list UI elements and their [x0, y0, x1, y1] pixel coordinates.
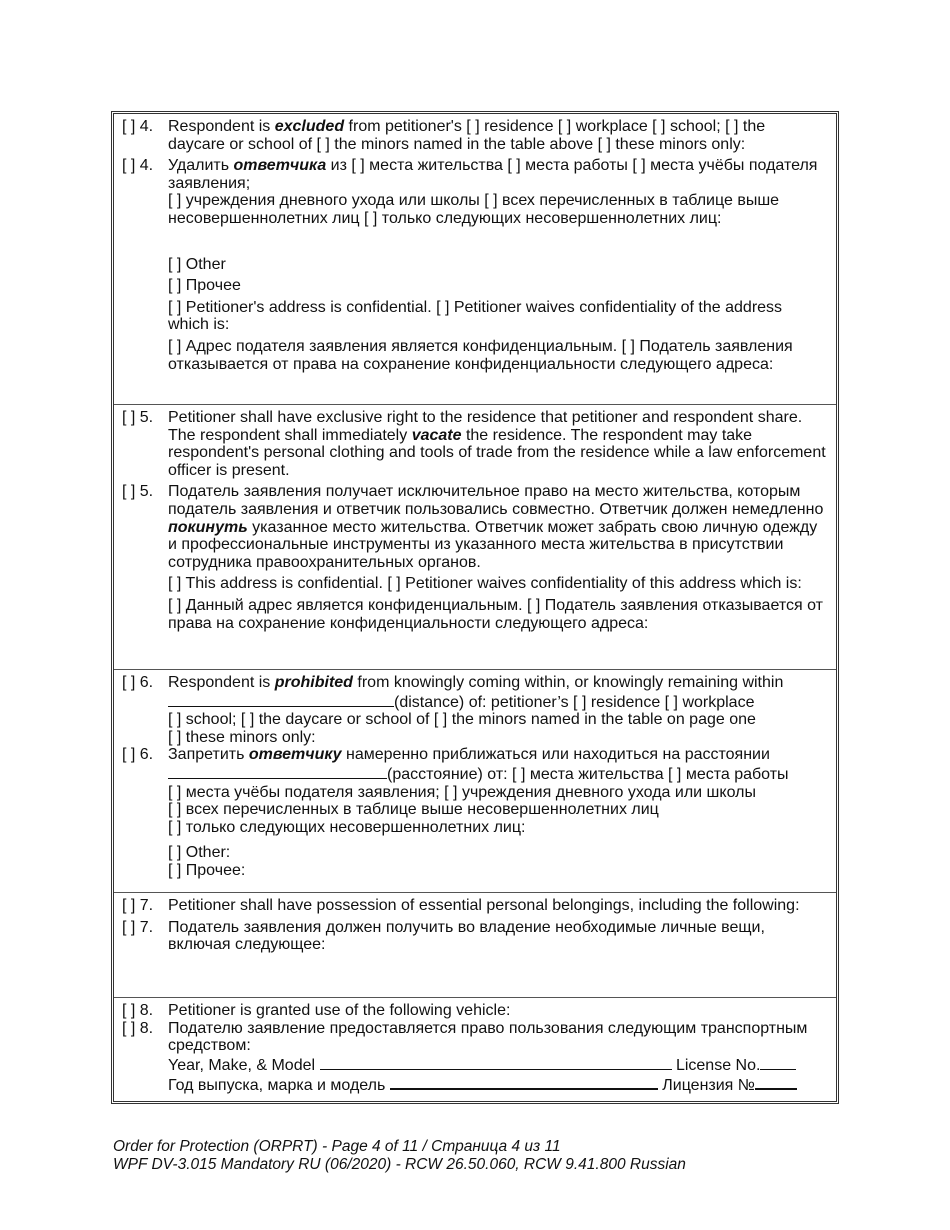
item-5-confidential-en[interactable]: [ ] This address is confidential. [ ] Petitioner waives confidentiality of this address which is: — [168, 575, 802, 593]
item-6-ru-line3: [ ] места учёбы подателя заявления; [ ] учреждения дневного ухода или школы — [168, 783, 756, 801]
checkbox-item-4-en[interactable]: [ ] 4. — [122, 118, 154, 135]
section-8 — [114, 998, 836, 1101]
checkbox-item-7-en[interactable]: [ ] 7. — [122, 897, 154, 914]
vehicle-model-field-ru[interactable] — [390, 1074, 658, 1090]
footer-form-id: WPF DV-3.015 Mandatory RU (06/2020) - RCW 26.50.060, RCW 9.41.800 Russian — [113, 1156, 686, 1173]
item-4-ru-line2: [ ] учреждения дневного ухода или школы [ ] всех перечисленных в таблице выше несовершеннолетних лиц [ ] только следующих несовершеннолетних лиц: — [168, 192, 780, 227]
vehicle-row-en: Year, Make, & Model License No. — [168, 1055, 826, 1075]
vehicle-row-ru: Год выпуска, марка и модель Лицензия № — [168, 1074, 826, 1095]
item-4-other-en[interactable]: [ ] Other — [168, 255, 226, 273]
checkbox-item-5-ru[interactable]: [ ] 5. — [122, 483, 154, 501]
checkbox-item-6-ru[interactable]: [ ] 6. — [122, 746, 154, 764]
item-4-other-ru[interactable]: [ ] Прочее — [168, 277, 241, 295]
checkbox-item-6-en[interactable]: [ ] 6. — [122, 674, 154, 691]
license-field-en[interactable] — [760, 1055, 796, 1070]
item-6-ru-line4: [ ] всех перечисленных в таблице выше несовершеннолетних лиц — [168, 801, 659, 819]
item-6-other-en[interactable]: [ ] Other: — [168, 844, 231, 862]
order-form-table — [111, 111, 839, 1104]
item-6-ru-text: Запретить ответчику намеренно приближаться или находиться на расстоянии — [168, 746, 770, 764]
item-6-en-line4: [ ] these minors only: — [168, 728, 316, 746]
license-field-ru[interactable] — [755, 1074, 797, 1090]
page-footer — [113, 1138, 686, 1174]
item-6-ru-line5: [ ] только следующих несовершеннолетних лиц: — [168, 818, 526, 836]
item-4-ru-text: Удалить ответчика из [ ] места жительства [ ] места работы [ ] места учёбы подателя заявления; — [168, 157, 818, 192]
item-6-ru-distance: (расстояние) от: [ ] места жительства [ ] места работы — [168, 764, 826, 784]
item-6-en-line3: [ ] school; [ ] the daycare or school of [ ] the minors named in the table on page one — [168, 711, 756, 729]
item-6-other-ru[interactable]: [ ] Прочее: — [168, 861, 246, 879]
item-5-confidential-ru[interactable]: [ ] Данный адрес является конфиденциальным. [ ] Податель заявления отказывается от права на сохранение конфиденциальности следующего адреса: — [168, 596, 823, 632]
section-7 — [114, 893, 836, 998]
item-8-en-text: Petitioner is granted use of the following vehicle: — [168, 1002, 511, 1019]
item-5-en-text: Petitioner shall have exclusive right to the residence that petitioner and respondent share. The respondent shall immediately vacate the residence. The respondent may take respondent's personal clothing and tools of trade from the residence while a law enforcement officer is present. — [168, 409, 826, 479]
item-8-ru-text: Подателю заявление предоставляется право пользования следующим транспортным средством: — [168, 1019, 808, 1055]
item-6-en-distance: (distance) of: petitioner’s [ ] residence [ ] workplace — [168, 692, 826, 712]
section-5 — [114, 405, 836, 670]
checkbox-item-8-ru[interactable]: [ ] 8. — [122, 1019, 154, 1037]
checkbox-item-5-en[interactable]: [ ] 5. — [122, 409, 154, 426]
section-6 — [114, 670, 836, 893]
checkbox-item-4-ru[interactable]: [ ] 4. — [122, 157, 154, 175]
vehicle-model-field-en[interactable] — [320, 1055, 672, 1070]
item-4-confidential-en[interactable]: [ ] Petitioner's address is confidential. [ ] Petitioner waives confidentiality of the address which is: — [168, 298, 783, 334]
distance-field-ru[interactable] — [168, 764, 387, 779]
checkbox-item-8-en[interactable]: [ ] 8. — [122, 1002, 154, 1019]
distance-field-en[interactable] — [168, 692, 394, 707]
item-4-confidential-ru[interactable]: [ ] Адрес подателя заявления является конфиденциальным. [ ] Податель заявления отказывается от права на сохранение конфиденциальности следующего адреса: — [168, 337, 793, 373]
item-7-en-text: Petitioner shall have possession of essential personal belongings, including the following: — [168, 897, 800, 914]
footer-page-info: Order for Protection (ORPRT) - Page 4 of 11 / Страница 4 из 11 — [113, 1138, 561, 1155]
item-4-en-text: Respondent is excluded from petitioner's [ ] residence [ ] workplace [ ] school; [ ] the daycare or school of [ ] the minors named in the table above [ ] these minors only: — [168, 118, 766, 153]
item-5-ru-text: Податель заявления получает исключительное право на место жительства, которым податель заявления и ответчик пользовались совместно. Ответчик должен немедленно покинуть указанное место жительства. Ответчик может забрать свою личную одежду и профессиональные инструменты из указанного места жительства в присутствии сотрудника правоохранительных органов. — [168, 483, 824, 571]
section-4 — [114, 114, 836, 405]
checkbox-item-7-ru[interactable]: [ ] 7. — [122, 918, 154, 936]
item-7-ru-text: Податель заявления должен получить во владение необходимые личные вещи, включая следующее: — [168, 918, 765, 954]
item-6-en-text: Respondent is prohibited from knowingly coming within, or knowingly remaining within — [168, 674, 784, 691]
